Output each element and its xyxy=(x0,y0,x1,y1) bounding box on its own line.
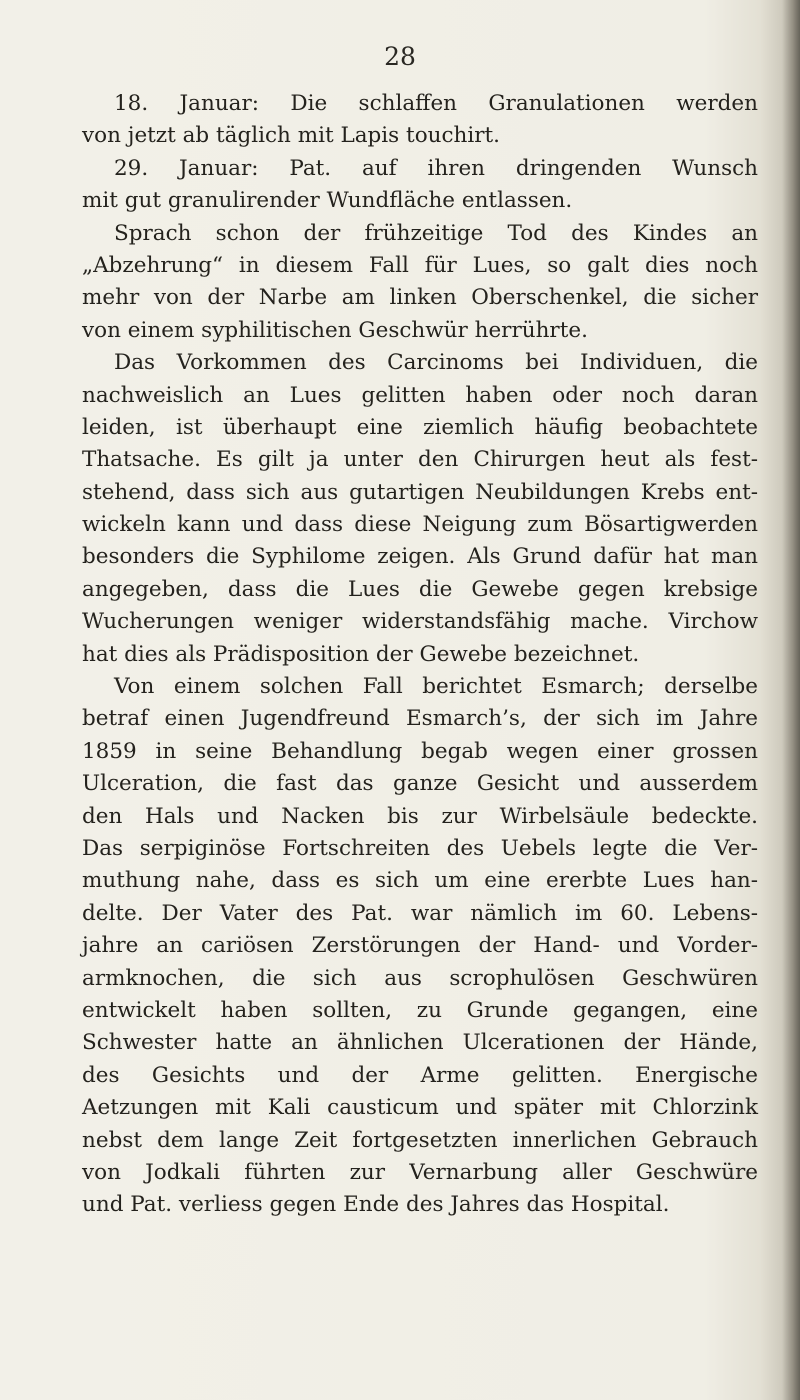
text-line: entwickelt haben sollten, zu Grunde gegangen, eine xyxy=(82,997,758,1023)
text-line: leiden, ist überhaupt eine ziemlich häufig beobachtete xyxy=(82,414,758,440)
text-line: Aetzungen mit Kali causticum und später mit Chlorzink xyxy=(82,1095,758,1121)
text-line: 1859 in seine Behandlung begab wegen einer grossen xyxy=(82,738,758,764)
text-line: armknochen, die sich aus scrophulösen Geschwüren xyxy=(82,965,758,991)
text-line: wickeln kann und dass diese Neigung zum Bösartigwerden xyxy=(82,512,758,538)
text-line: von einem syphilitischen Geschwür herrührte. xyxy=(82,317,588,343)
text-line: „Abzehrung“ in diesem Fall für Lues, so galt dies noch xyxy=(82,252,758,278)
page-number: 28 xyxy=(384,42,416,71)
text-line: besonders die Syphilome zeigen. Als Grund dafür hat man xyxy=(82,544,758,570)
text-line: den Hals und Nacken bis zur Wirbelsäule bedeckte. xyxy=(82,803,758,829)
text-line: des Gesichts und der Arme gelitten. Energische xyxy=(82,1062,758,1088)
text-line: und Pat. verliess gegen Ende des Jahres das Hospital. xyxy=(82,1192,670,1218)
text-line: stehend, dass sich aus gutartigen Neubildungen Krebs ent- xyxy=(82,479,758,505)
text-line: angegeben, dass die Lues die Gewebe gegen krebsige xyxy=(82,576,758,602)
text-line: Ulceration, die fast das ganze Gesicht und ausserdem xyxy=(82,771,758,797)
text-line: mehr von der Narbe am linken Oberschenkel, die sicher xyxy=(82,285,758,311)
text-line: Von einem solchen Fall berichtet Esmarch; derselbe xyxy=(114,674,758,700)
text-line: Das Vorkommen des Carcinoms bei Individuen, die xyxy=(114,350,758,376)
text-line: nebst dem lange Zeit fortgesetzten innerlichen Gebrauch xyxy=(82,1127,758,1153)
text-line: Schwester hatte an ähnlichen Ulcerationen der Hände, xyxy=(82,1030,758,1056)
text-line: nachweislich an Lues gelitten haben oder noch daran xyxy=(82,382,758,408)
text-line: 29. Januar: Pat. auf ihren dringenden Wunsch xyxy=(114,155,758,181)
text-line: Sprach schon der frühzeitige Tod des Kindes an xyxy=(114,220,758,246)
text-line: 18. Januar: Die schlaffen Granulationen werden xyxy=(114,91,758,116)
body-text xyxy=(82,88,758,1222)
text-line: muthung nahe, dass es sich um eine ererbte Lues han- xyxy=(82,868,758,894)
text-line: hat dies als Prädisposition der Gewebe bezeichnet. xyxy=(82,641,640,667)
text-line: mit gut granulirender Wundfläche entlassen. xyxy=(82,188,573,214)
text-line: betraf einen Jugendfreund Esmarch’s, der sich im Jahre xyxy=(82,706,758,732)
text-line: von jetzt ab täglich mit Lapis touchirt. xyxy=(82,123,501,149)
text-line: jahre an cariösen Zerstörungen der Hand- und Vorder- xyxy=(82,933,758,959)
page-edge-shadow xyxy=(782,0,800,1400)
text-line: Das serpiginöse Fortschreiten des Uebels legte die Ver- xyxy=(82,835,758,861)
text-line: von Jodkali führten zur Vernarbung aller Geschwüre xyxy=(82,1159,758,1185)
text-line: delte. Der Vater des Pat. war nämlich im 60. Lebens- xyxy=(82,900,758,926)
text-line: Wucherungen weniger widerstandsfähig mache. Virchow xyxy=(82,609,758,635)
text-line: Thatsache. Es gilt ja unter den Chirurgen heut als fest- xyxy=(82,447,758,473)
